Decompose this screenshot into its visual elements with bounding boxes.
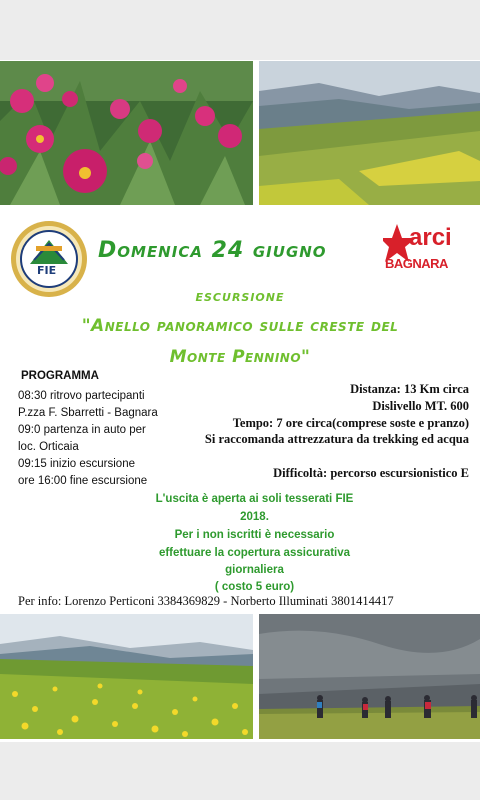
arci-bagnara-logo: [383, 222, 465, 274]
arci-logo-town: BAGNARA: [385, 256, 448, 271]
programma-line: 08:30 ritrovo partecipanti: [18, 390, 145, 402]
notice-line: L'uscita è aperta ai soli tesserati FIE: [155, 493, 354, 505]
arci-logo-label: arci: [409, 224, 452, 251]
programma-heading: PROGRAMMA: [21, 370, 99, 382]
event-title-line1: "Anello panoramico sulle creste del: [81, 316, 399, 336]
distanza-text: Distanza: 13 Km circa: [350, 382, 469, 396]
hikers-photo: [259, 614, 480, 739]
notice-line: giornaliera: [225, 564, 284, 576]
yellow-flowers-meadow-photo: [0, 614, 253, 739]
attrezzatura-text: Si raccomanda attrezzatura da trekking ed acqua: [204, 432, 469, 446]
event-date: Domenica 24 giugno: [98, 238, 327, 263]
event-type: escursione: [195, 286, 285, 305]
programma-line: 09:15 inizio escursione: [18, 458, 135, 470]
notice-line: 2018.: [240, 511, 269, 523]
bottom-bar: [0, 742, 480, 800]
notice-line: Per i non iscritti è necessario: [174, 529, 335, 541]
mountain-meadow-photo: [259, 61, 480, 205]
notice-line: effettuare la copertura assicurativa: [158, 547, 351, 559]
fie-logo-label: FIE: [37, 264, 57, 277]
programma-line: ore 16:00 fine escursione: [18, 475, 148, 487]
event-title-line2: Monte Pennino": [169, 347, 311, 367]
notice-line: ( costo 5 euro): [214, 581, 295, 593]
contact-info: Per info: Lorenzo Perticoni 3384369829 - Norberto Illuminati 3801414417: [18, 594, 394, 608]
programma-line: P.zza F. Sbarretti - Bagnara: [18, 407, 158, 419]
dislivello-text: Dislivello MT. 600: [372, 399, 469, 413]
programma-line: loc. Orticaia: [18, 441, 79, 453]
programma-line: 09:0 partenza in auto per: [18, 424, 146, 436]
peony-flowers-photo: [0, 61, 253, 205]
top-bar: [0, 0, 480, 60]
difficolta-text: Difficoltà: percorso escursionistico E: [273, 466, 469, 480]
tempo-text: Tempo: 7 ore circa(comprese soste e pranzo): [232, 416, 469, 430]
